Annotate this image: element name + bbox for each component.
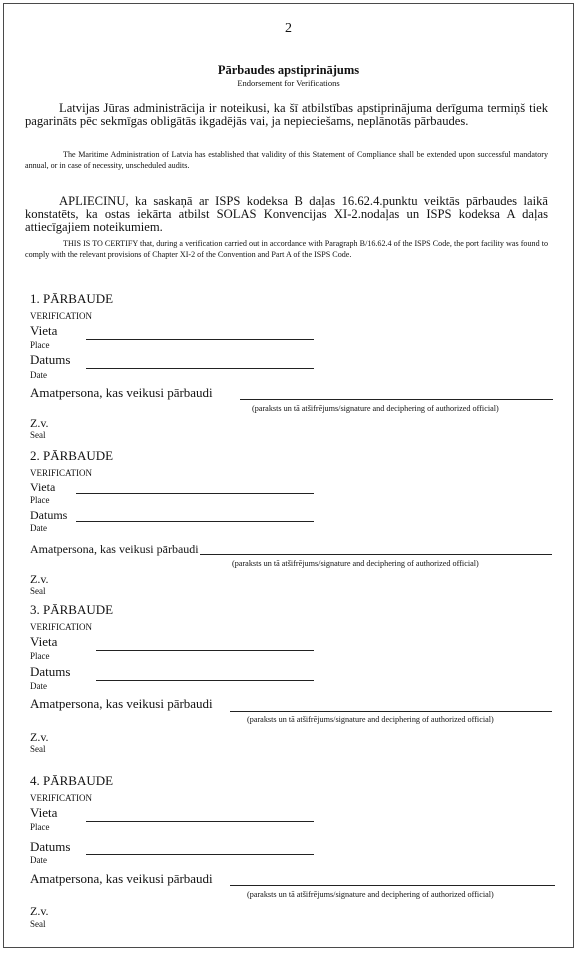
- date-label-en: Date: [30, 523, 47, 533]
- signature-note: (paraksts un tā atšifrējums/signature and deciphering of authorized official): [232, 559, 479, 568]
- page-frame: [3, 3, 574, 948]
- date-field-line[interactable]: [86, 368, 314, 369]
- place-label: Vieta: [30, 805, 58, 820]
- place-label-en: Place: [30, 340, 50, 350]
- place-label-en: Place: [30, 822, 50, 832]
- verification-heading-en: VERIFICATION: [30, 793, 92, 803]
- place-field-line[interactable]: [76, 493, 314, 494]
- seal-label-en: Seal: [30, 430, 46, 440]
- page-subtitle: Endorsement for Verifications: [237, 78, 340, 88]
- signature-note: (paraksts un tā atšifrējums/signature and deciphering of authorized official): [247, 890, 494, 899]
- date-label-en: Date: [30, 681, 47, 691]
- signature-field-line[interactable]: [230, 885, 555, 886]
- place-label-en: Place: [30, 651, 50, 661]
- place-field-line[interactable]: [86, 821, 314, 822]
- date-label: Datums: [30, 664, 71, 679]
- place-field-line[interactable]: [86, 339, 314, 340]
- admin-paragraph-en: The Maritime Administration of Latvia has established that validity of this Statement of Compliance shall be extended upon successful mandatory annual, or in case of necessity, unscheduled audits.: [25, 150, 548, 170]
- verification-heading-en: VERIFICATION: [30, 468, 92, 478]
- signature-field-line[interactable]: [200, 554, 552, 555]
- official-label: Amatpersona, kas veikusi pārbaudi: [30, 385, 213, 400]
- verification-heading: 4. PĀRBAUDE: [30, 773, 114, 788]
- signature-field-line[interactable]: [240, 399, 553, 400]
- place-label: Vieta: [30, 634, 58, 649]
- signature-field-line[interactable]: [230, 711, 552, 712]
- seal-label: Z.v.: [30, 730, 49, 744]
- verification-heading: 3. PĀRBAUDE: [30, 602, 114, 617]
- signature-note: (paraksts un tā atšifrējums/signature and deciphering of authorized official): [252, 404, 499, 413]
- seal-label-en: Seal: [30, 744, 46, 754]
- date-label: Datums: [30, 508, 68, 522]
- date-label-en: Date: [30, 370, 47, 380]
- place-label: Vieta: [30, 480, 56, 494]
- place-label: Vieta: [30, 323, 58, 338]
- page-number: 2: [285, 21, 292, 36]
- verification-heading: 1. PĀRBAUDE: [30, 291, 114, 306]
- seal-label-en: Seal: [30, 586, 46, 596]
- certify-paragraph-lv: APLIECINU, ka saskaņā ar ISPS kodeksa B daļas 16.62.4.punktu veiktās pārbaudes laikā konstatēts, ka ostas iekārta atbilst SOLAS Konvencijas XI-2.nodaļas un ISPS kodeksa A daļas attiecīgajiem noteikumiem.: [25, 194, 548, 234]
- certify-paragraph-en: THIS IS TO CERTIFY that, during a verification carried out in accordance with Paragraph B/16.62.4 of the ISPS Code, the port facility was found to comply with the relevant provisions of Chapter XI-2 of the Convention and Part A of the ISPS Code.: [25, 239, 548, 259]
- date-field-line[interactable]: [76, 521, 314, 522]
- verification-heading-en: VERIFICATION: [30, 622, 92, 632]
- date-field-line[interactable]: [96, 680, 314, 681]
- date-label: Datums: [30, 352, 71, 367]
- verification-heading-en: VERIFICATION: [30, 311, 92, 321]
- signature-note: (paraksts un tā atšifrējums/signature and deciphering of authorized official): [247, 715, 494, 724]
- place-label-en: Place: [30, 495, 50, 505]
- seal-label: Z.v.: [30, 416, 49, 430]
- seal-label: Z.v.: [30, 904, 49, 918]
- place-field-line[interactable]: [96, 650, 314, 651]
- date-field-line[interactable]: [86, 854, 314, 855]
- date-label-en: Date: [30, 855, 47, 865]
- seal-label: Z.v.: [30, 572, 49, 586]
- official-label: Amatpersona, kas veikusi pārbaudi: [30, 542, 199, 556]
- official-label: Amatpersona, kas veikusi pārbaudi: [30, 871, 213, 886]
- date-label: Datums: [30, 839, 71, 854]
- page-title: Pārbaudes apstiprinājums: [217, 63, 360, 77]
- verification-heading: 2. PĀRBAUDE: [30, 448, 114, 463]
- admin-paragraph-lv: Latvijas Jūras administrācija ir noteikusi, ka šī atbilstības apstiprinājuma derīguma termiņš tiek pagarināts pēc sekmīgas obligātās ikgadējās vai, ja nepieciešams, neplānotās pārbaudes.: [25, 101, 548, 128]
- official-label: Amatpersona, kas veikusi pārbaudi: [30, 696, 213, 711]
- seal-label-en: Seal: [30, 919, 46, 929]
